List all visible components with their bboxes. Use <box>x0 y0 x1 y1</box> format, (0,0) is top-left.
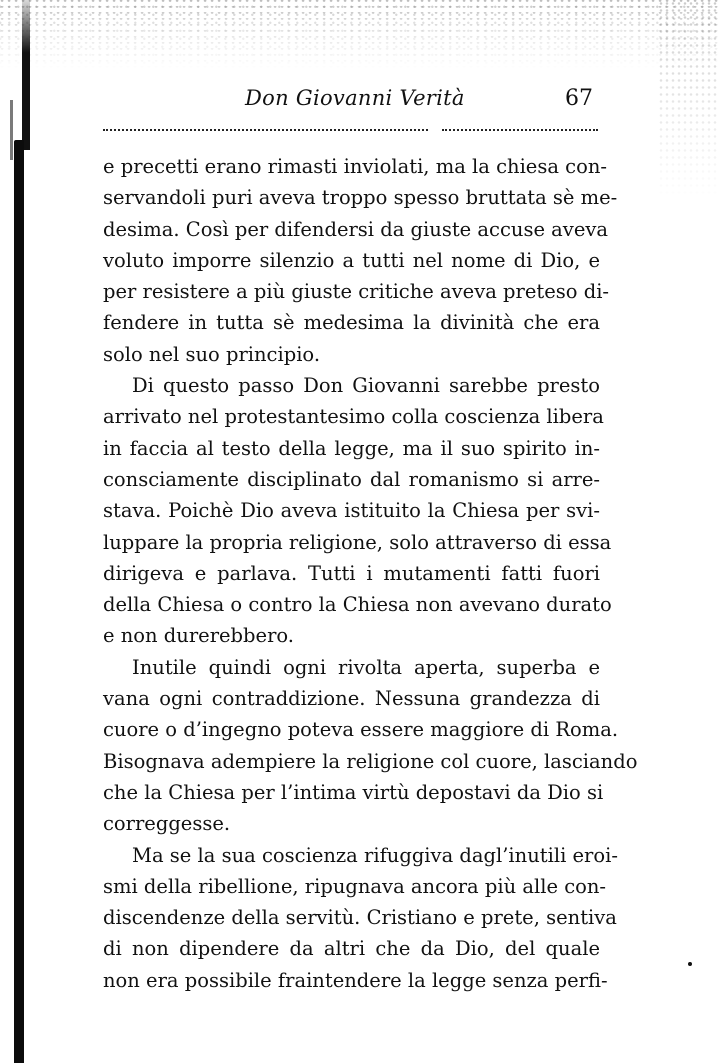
paragraph <box>103 840 618 996</box>
text-line: in faccia al testo della legge, ma il suo spirito in- <box>103 436 600 460</box>
text-line: Ma se la sua coscienza rifuggiva dagl’inutili eroi- <box>132 843 618 867</box>
page-number: 67 <box>565 86 593 111</box>
running-head-title: Don Giovanni Verità <box>245 86 465 110</box>
text-line: smi della ribellione, ripugnava ancora più alle con- <box>103 874 607 898</box>
text-line: arrivato nel protestantesimo colla coscienza libera <box>103 405 604 429</box>
text-line: luppare la propria religione, solo attraverso di essa <box>103 530 612 554</box>
text-line: servandoli puri aveva troppo spesso bruttata sè me- <box>103 186 618 210</box>
header-rule-right <box>442 129 598 131</box>
scan-noise-top <box>0 0 718 70</box>
text-line: discendenze della servitù. Cristiano e prete, sentiva <box>103 906 617 930</box>
paragraph <box>103 151 618 370</box>
text-line: vana ogni contraddizione. Nessuna grandezza di <box>103 687 600 711</box>
header-rule-left <box>103 129 428 131</box>
text-line: non era possibile fraintendere la legge senza perfi- <box>103 968 608 992</box>
text-line: solo nel suo principio. <box>103 342 321 366</box>
paragraph <box>103 370 612 652</box>
text-line: dirigeva e parlava. Tutti i mutamenti fatti fuori <box>103 561 600 585</box>
text-line: di non dipendere da altri che da Dio, del quale <box>103 937 600 961</box>
text-line: e precetti erano rimasti inviolati, ma la chiesa con- <box>103 155 607 178</box>
text-line: fendere in tutta sè medesima la divinità che era <box>103 311 600 335</box>
text-line: Di questo passo Don Giovanni sarebbe presto <box>132 374 600 398</box>
paragraph <box>103 652 638 840</box>
text-line: consciamente disciplinato dal romanismo si arre- <box>103 467 600 491</box>
running-head <box>0 82 718 116</box>
ink-speck <box>688 962 692 966</box>
text-line: Bisognava adempiere la religione col cuore, lasciando <box>103 749 638 773</box>
text-line: desima. Così per difendersi da giuste accuse aveva <box>103 217 609 241</box>
book-binding-edge <box>14 140 24 1063</box>
text-line: e non durerebbero. <box>103 624 294 648</box>
text-line: correggesse. <box>103 812 231 836</box>
text-line: stava. Poichè Dio aveva istituito la Chiesa per svi- <box>103 499 600 523</box>
text-line: voluto imporre silenzio a tutti nel nome di Dio, e <box>103 248 600 272</box>
text-line: che la Chiesa per l’intima virtù depostavi da Dio si <box>103 780 604 804</box>
text-line: cuore o d’ingegno poteva essere maggiore di Roma. <box>103 718 619 742</box>
book-binding-edge-upper <box>22 0 30 150</box>
text-line: della Chiesa o contro la Chiesa non avevano durato <box>103 593 612 617</box>
text-line: per resistere a più giuste critiche aveva preteso di- <box>103 280 610 304</box>
text-line: Inutile quindi ogni rivolta aperta, superba e <box>132 655 600 679</box>
body-text <box>103 151 638 996</box>
